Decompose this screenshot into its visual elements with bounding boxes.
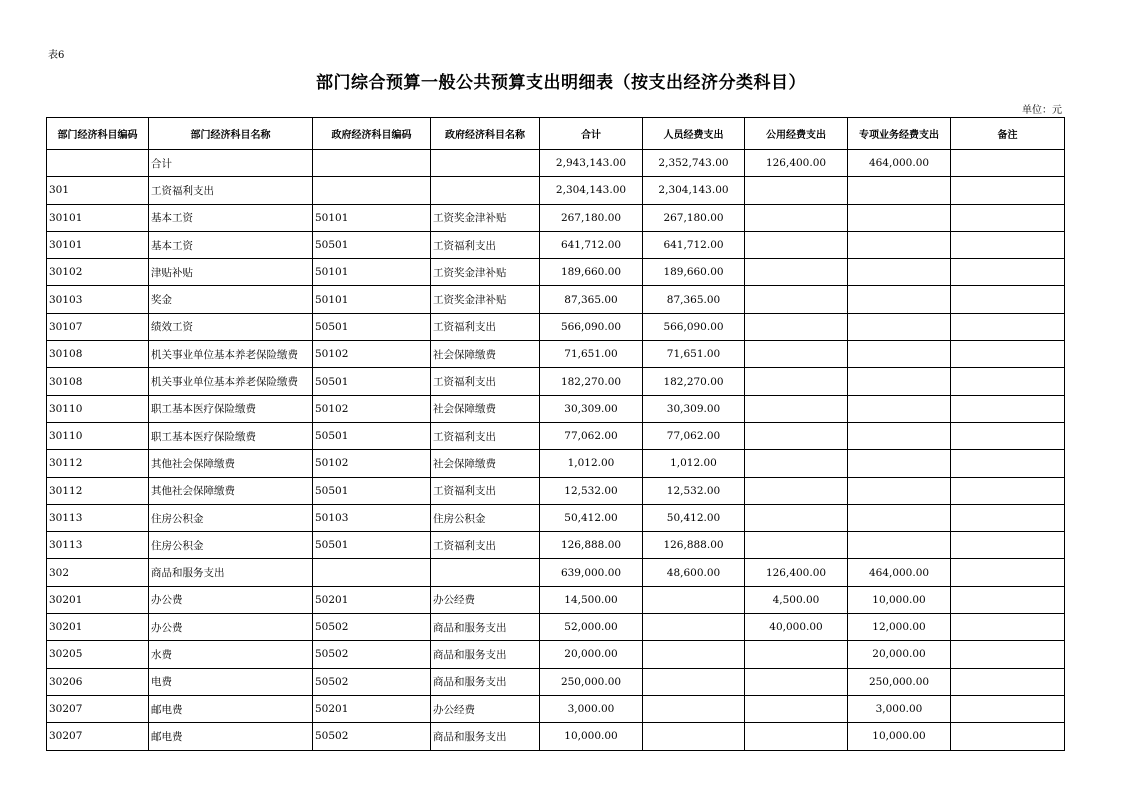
total-cell: 77,062.00: [540, 422, 643, 449]
total-cell: 250,000.00: [540, 668, 643, 695]
gov-code-cell: [313, 150, 431, 177]
dept-code-cell: 30112: [47, 477, 149, 504]
table-row: [47, 341, 1065, 368]
dept-code-cell: 30206: [47, 668, 149, 695]
page-title: 部门综合预算一般公共预算支出明细表（按支出经济分类科目）: [316, 73, 806, 93]
table-row: [47, 286, 1065, 313]
gov-code-cell: 50101: [313, 286, 431, 313]
note-cell: [951, 313, 1065, 340]
special-cell: [848, 259, 951, 286]
dept-code-cell: 30205: [47, 641, 149, 668]
special-cell: [848, 204, 951, 231]
special-cell: 464,000.00: [848, 150, 951, 177]
dept-code-cell: 30108: [47, 341, 149, 368]
total-cell: 30,309.00: [540, 395, 643, 422]
total-cell: 639,000.00: [540, 559, 643, 586]
dept-name-cell: 邮电费: [149, 695, 313, 722]
public-cell: [745, 450, 848, 477]
public-cell: 4,500.00: [745, 586, 848, 613]
dept-code-cell: 30207: [47, 723, 149, 750]
personnel-cell: 30,309.00: [643, 395, 745, 422]
total-cell: 10,000.00: [540, 723, 643, 750]
public-cell: [745, 341, 848, 368]
gov-name-cell: 工资奖金津补贴: [431, 204, 540, 231]
dept-name-cell: 邮电费: [149, 723, 313, 750]
col-header-public: 公用经费支出: [745, 118, 848, 150]
total-cell: 52,000.00: [540, 614, 643, 641]
personnel-cell: 50,412.00: [643, 504, 745, 531]
gov-code-cell: 50501: [313, 313, 431, 340]
dept-name-cell: 住房公积金: [149, 504, 313, 531]
gov-name-cell: 工资福利支出: [431, 477, 540, 504]
public-cell: [745, 422, 848, 449]
note-cell: [951, 668, 1065, 695]
gov-code-cell: [313, 177, 431, 204]
personnel-cell: 87,365.00: [643, 286, 745, 313]
note-cell: [951, 231, 1065, 258]
personnel-cell: 267,180.00: [643, 204, 745, 231]
dept-name-cell: 机关事业单位基本养老保险缴费: [149, 368, 313, 395]
total-cell: 50,412.00: [540, 504, 643, 531]
dept-name-cell: 职工基本医疗保险缴费: [149, 395, 313, 422]
special-cell: 12,000.00: [848, 614, 951, 641]
total-cell: 2,304,143.00: [540, 177, 643, 204]
table-row: [47, 477, 1065, 504]
note-cell: [951, 723, 1065, 750]
total-cell: 20,000.00: [540, 641, 643, 668]
table-row: [47, 614, 1065, 641]
public-cell: 126,400.00: [745, 559, 848, 586]
public-cell: [745, 231, 848, 258]
dept-code-cell: 30101: [47, 204, 149, 231]
budget-table: [46, 117, 1065, 751]
col-header-dept-name: 部门经济科目名称: [149, 118, 313, 150]
dept-code-cell: 302: [47, 559, 149, 586]
col-header-note: 备注: [951, 118, 1065, 150]
total-cell: 182,270.00: [540, 368, 643, 395]
dept-name-cell: 职工基本医疗保险缴费: [149, 422, 313, 449]
gov-name-cell: 工资福利支出: [431, 313, 540, 340]
dept-name-cell: 机关事业单位基本养老保险缴费: [149, 341, 313, 368]
table-row: [47, 450, 1065, 477]
personnel-cell: [643, 614, 745, 641]
note-cell: [951, 204, 1065, 231]
col-header-special: 专项业务经费支出: [848, 118, 951, 150]
personnel-cell: 2,304,143.00: [643, 177, 745, 204]
public-cell: [745, 695, 848, 722]
gov-code-cell: 50502: [313, 641, 431, 668]
gov-code-cell: 50501: [313, 422, 431, 449]
total-cell: 71,651.00: [540, 341, 643, 368]
table-row: [47, 395, 1065, 422]
total-cell: 126,888.00: [540, 532, 643, 559]
note-cell: [951, 259, 1065, 286]
public-cell: [745, 313, 848, 340]
public-cell: [745, 723, 848, 750]
note-cell: [951, 341, 1065, 368]
table-row: [47, 586, 1065, 613]
gov-name-cell: 工资福利支出: [431, 422, 540, 449]
personnel-cell: 2,352,743.00: [643, 150, 745, 177]
personnel-cell: 566,090.00: [643, 313, 745, 340]
gov-name-cell: 商品和服务支出: [431, 723, 540, 750]
special-cell: [848, 231, 951, 258]
table-row: [47, 668, 1065, 695]
public-cell: [745, 532, 848, 559]
personnel-cell: 641,712.00: [643, 231, 745, 258]
table-row: [47, 150, 1065, 177]
dept-name-cell: 住房公积金: [149, 532, 313, 559]
dept-name-cell: 基本工资: [149, 231, 313, 258]
gov-name-cell: 社会保障缴费: [431, 395, 540, 422]
gov-name-cell: 工资福利支出: [431, 532, 540, 559]
public-cell: [745, 477, 848, 504]
dept-name-cell: 合计: [149, 150, 313, 177]
dept-code-cell: [47, 150, 149, 177]
public-cell: [745, 204, 848, 231]
personnel-cell: [643, 586, 745, 613]
dept-name-cell: 其他社会保障缴费: [149, 450, 313, 477]
total-cell: 2,943,143.00: [540, 150, 643, 177]
note-cell: [951, 150, 1065, 177]
table-row: [47, 504, 1065, 531]
gov-name-cell: [431, 177, 540, 204]
col-header-gov-name: 政府经济科目名称: [431, 118, 540, 150]
dept-code-cell: 301: [47, 177, 149, 204]
special-cell: [848, 341, 951, 368]
table-row: [47, 532, 1065, 559]
gov-name-cell: 社会保障缴费: [431, 341, 540, 368]
note-cell: [951, 504, 1065, 531]
dept-name-cell: 津贴补贴: [149, 259, 313, 286]
gov-code-cell: 50501: [313, 532, 431, 559]
personnel-cell: 71,651.00: [643, 341, 745, 368]
dept-code-cell: 30110: [47, 422, 149, 449]
dept-code-cell: 30112: [47, 450, 149, 477]
dept-code-cell: 30102: [47, 259, 149, 286]
public-cell: 40,000.00: [745, 614, 848, 641]
dept-code-cell: 30103: [47, 286, 149, 313]
public-cell: 126,400.00: [745, 150, 848, 177]
col-header-gov-code: 政府经济科目编码: [313, 118, 431, 150]
total-cell: 14,500.00: [540, 586, 643, 613]
table-row: [47, 559, 1065, 586]
dept-name-cell: 其他社会保障缴费: [149, 477, 313, 504]
col-header-total: 合计: [540, 118, 643, 150]
personnel-cell: 12,532.00: [643, 477, 745, 504]
dept-name-cell: 绩效工资: [149, 313, 313, 340]
dept-name-cell: 商品和服务支出: [149, 559, 313, 586]
gov-code-cell: 50502: [313, 614, 431, 641]
dept-code-cell: 30113: [47, 504, 149, 531]
gov-code-cell: 50501: [313, 368, 431, 395]
gov-code-cell: 50101: [313, 204, 431, 231]
gov-code-cell: 50502: [313, 668, 431, 695]
gov-name-cell: [431, 559, 540, 586]
gov-name-cell: 工资奖金津补贴: [431, 259, 540, 286]
dept-name-cell: 水费: [149, 641, 313, 668]
personnel-cell: [643, 641, 745, 668]
gov-name-cell: 社会保障缴费: [431, 450, 540, 477]
special-cell: [848, 368, 951, 395]
total-cell: 641,712.00: [540, 231, 643, 258]
special-cell: 3,000.00: [848, 695, 951, 722]
dept-code-cell: 30101: [47, 231, 149, 258]
dept-code-cell: 30207: [47, 695, 149, 722]
public-cell: [745, 668, 848, 695]
total-cell: 1,012.00: [540, 450, 643, 477]
note-cell: [951, 641, 1065, 668]
note-cell: [951, 368, 1065, 395]
gov-name-cell: 住房公积金: [431, 504, 540, 531]
dept-code-cell: 30108: [47, 368, 149, 395]
special-cell: [848, 313, 951, 340]
special-cell: 464,000.00: [848, 559, 951, 586]
dept-name-cell: 办公费: [149, 614, 313, 641]
personnel-cell: 126,888.00: [643, 532, 745, 559]
dept-code-cell: 30113: [47, 532, 149, 559]
dept-code-cell: 30107: [47, 313, 149, 340]
public-cell: [745, 395, 848, 422]
gov-code-cell: 50102: [313, 341, 431, 368]
gov-code-cell: 50101: [313, 259, 431, 286]
total-cell: 87,365.00: [540, 286, 643, 313]
table-row: [47, 313, 1065, 340]
special-cell: [848, 450, 951, 477]
gov-code-cell: 50502: [313, 723, 431, 750]
note-cell: [951, 422, 1065, 449]
total-cell: 267,180.00: [540, 204, 643, 231]
dept-code-cell: 30110: [47, 395, 149, 422]
gov-code-cell: 50102: [313, 395, 431, 422]
personnel-cell: 77,062.00: [643, 422, 745, 449]
total-cell: 189,660.00: [540, 259, 643, 286]
public-cell: [745, 641, 848, 668]
gov-name-cell: 办公经费: [431, 695, 540, 722]
note-cell: [951, 177, 1065, 204]
table-row: [47, 368, 1065, 395]
public-cell: [745, 286, 848, 313]
public-cell: [745, 259, 848, 286]
gov-name-cell: 商品和服务支出: [431, 668, 540, 695]
public-cell: [745, 504, 848, 531]
gov-code-cell: 50103: [313, 504, 431, 531]
special-cell: [848, 504, 951, 531]
personnel-cell: [643, 723, 745, 750]
total-cell: 3,000.00: [540, 695, 643, 722]
note-cell: [951, 395, 1065, 422]
gov-name-cell: 工资福利支出: [431, 368, 540, 395]
personnel-cell: 189,660.00: [643, 259, 745, 286]
total-cell: 12,532.00: [540, 477, 643, 504]
dept-code-cell: 30201: [47, 586, 149, 613]
personnel-cell: 182,270.00: [643, 368, 745, 395]
note-cell: [951, 614, 1065, 641]
table-row: [47, 204, 1065, 231]
gov-name-cell: 工资奖金津补贴: [431, 286, 540, 313]
special-cell: 10,000.00: [848, 723, 951, 750]
gov-name-cell: [431, 150, 540, 177]
col-header-personnel: 人员经费支出: [643, 118, 745, 150]
public-cell: [745, 177, 848, 204]
gov-code-cell: 50201: [313, 695, 431, 722]
gov-name-cell: 商品和服务支出: [431, 614, 540, 641]
note-cell: [951, 695, 1065, 722]
note-cell: [951, 532, 1065, 559]
table-row: [47, 259, 1065, 286]
gov-code-cell: 50501: [313, 477, 431, 504]
dept-name-cell: 电费: [149, 668, 313, 695]
dept-name-cell: 奖金: [149, 286, 313, 313]
dept-name-cell: 工资福利支出: [149, 177, 313, 204]
gov-code-cell: 50501: [313, 231, 431, 258]
dept-code-cell: 30201: [47, 614, 149, 641]
table-body: [47, 150, 1065, 751]
gov-code-cell: 50201: [313, 586, 431, 613]
personnel-cell: [643, 695, 745, 722]
gov-code-cell: 50102: [313, 450, 431, 477]
note-cell: [951, 477, 1065, 504]
special-cell: [848, 532, 951, 559]
special-cell: 250,000.00: [848, 668, 951, 695]
table-header-row: [47, 118, 1065, 150]
dept-name-cell: 基本工资: [149, 204, 313, 231]
table-row: [47, 422, 1065, 449]
table-row: [47, 641, 1065, 668]
note-cell: [951, 450, 1065, 477]
table-id: 表6: [48, 50, 65, 61]
special-cell: [848, 395, 951, 422]
table-row: [47, 723, 1065, 750]
unit-label: 单位：元: [1022, 105, 1062, 116]
note-cell: [951, 586, 1065, 613]
personnel-cell: [643, 668, 745, 695]
table-row: [47, 695, 1065, 722]
personnel-cell: 48,600.00: [643, 559, 745, 586]
gov-code-cell: [313, 559, 431, 586]
gov-name-cell: 工资福利支出: [431, 231, 540, 258]
public-cell: [745, 368, 848, 395]
note-cell: [951, 559, 1065, 586]
total-cell: 566,090.00: [540, 313, 643, 340]
col-header-dept-code: 部门经济科目编码: [47, 118, 149, 150]
gov-name-cell: 商品和服务支出: [431, 641, 540, 668]
special-cell: [848, 286, 951, 313]
note-cell: [951, 286, 1065, 313]
gov-name-cell: 办公经费: [431, 586, 540, 613]
special-cell: 10,000.00: [848, 586, 951, 613]
special-cell: [848, 477, 951, 504]
table-row: [47, 177, 1065, 204]
special-cell: 20,000.00: [848, 641, 951, 668]
special-cell: [848, 177, 951, 204]
dept-name-cell: 办公费: [149, 586, 313, 613]
personnel-cell: 1,012.00: [643, 450, 745, 477]
special-cell: [848, 422, 951, 449]
table-row: [47, 231, 1065, 258]
